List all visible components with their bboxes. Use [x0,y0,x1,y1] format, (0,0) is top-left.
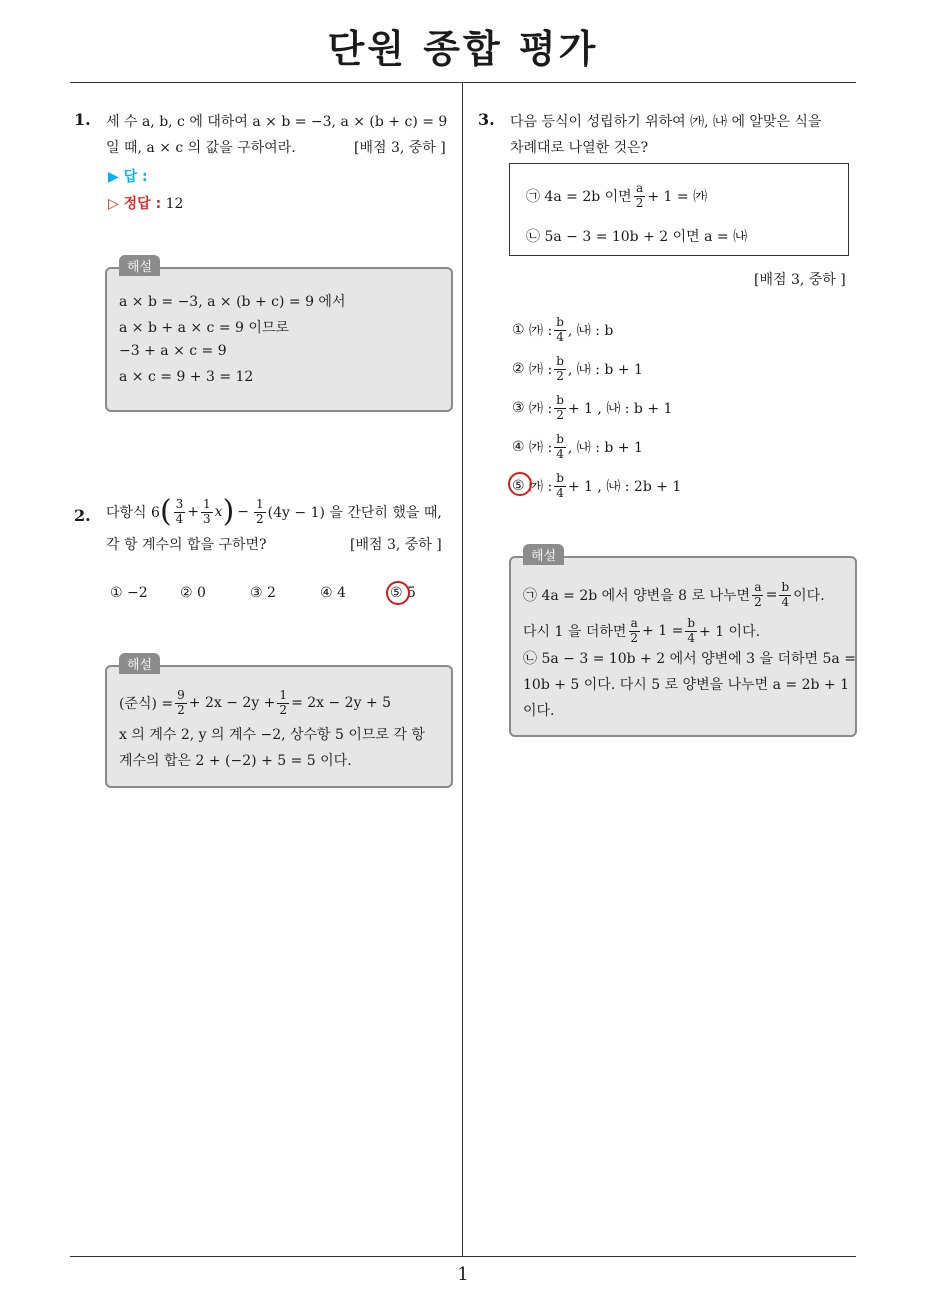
choice-4[interactable]: ④ 4 [320,585,346,601]
expression-prefix: 다항식 6 [106,505,160,521]
answer-row [108,166,148,186]
left-paren-icon: ( [159,494,172,529]
explanation-line: a × c = 9 + 3 = 12 [119,369,254,385]
explanation-line: 다시 1 을 더하면 $\frac{a}{2}$ + 1 = $\frac{b}{4}$ + 1 이다. [523,616,761,645]
explanation-line: 10b + 5 이다. 다시 5 로 양변을 나누면 a = 2b + 1 [523,677,849,693]
explanation-line: 이다. [523,703,555,719]
score-label: [배점 3, 중하 ] [354,140,446,156]
choice-1[interactable]: ① ㈎ : $\frac{b}{4}$ , ㈏ : b [512,315,614,344]
choice-2[interactable]: ② ㈎ : $\frac{b}{2}$ , ㈏ : b + 1 [512,354,643,383]
question-text-line2: 각 항 계수의 합을 구하면? [106,537,267,553]
correct-answer-label: ▷ 정답 : [108,196,162,212]
condition-2: ㉡ 5a − 3 = 10b + 2 이면 a = ㈏ [526,229,748,245]
question-number: 2. [74,506,91,525]
condition-1: ㉠ 4a = 2b 이면 $\frac{a}{2}$ + 1 = ㈎ [526,181,708,210]
selected-answer-circle-icon [386,581,410,605]
choice-5[interactable]: ⑤ 5 [390,585,416,601]
choice-3[interactable]: ③ 2 [250,585,276,601]
page-number: 1 [457,1264,469,1285]
explanation-line: ㉠ 4a = 2b 에서 양변을 8 로 나누면 $\frac{a}{2}$ = $\frac{b}{4}$ 이다. [523,580,825,609]
right-paren-icon: ) [222,494,235,529]
question-text-line1: 다항식 6 ( $\frac{3}{4}$ + $\frac{1}{3}$ x ) − $\frac{1}{2}$ (4y − 1) 을 간단히 했을 때, [106,494,442,529]
question-text-line1: 세 수 a, b, c 에 대하여 a × b = −3, a × (b + c) = 9 [106,114,448,130]
explanation-tab: 해설 [119,653,160,674]
explanation-line: (준식) = $\frac{9}{2}$ + 2x − 2y + $\frac{1}{2}$ = 2x − 2y + 5 [119,688,392,717]
top-divider [70,82,856,83]
page-title: 단원 종합 평가 [327,27,599,71]
question-text-line2: 차례대로 나열한 것은? [510,140,649,156]
fraction: $\frac{3}{4}$ [175,497,184,526]
choice-4[interactable]: ④ ㈎ : $\frac{b}{4}$ , ㈏ : b + 1 [512,432,643,461]
explanation-line: −3 + a × c = 9 [119,343,227,359]
explanation-line: ㉡ 5a − 3 = 10b + 2 에서 양변에 3 을 더하면 5a = [523,651,856,667]
question-number: 1. [74,110,91,129]
explanation-line: 계수의 합은 2 + (−2) + 5 = 5 이다. [119,753,352,769]
explanation-box [105,260,453,412]
correct-answer-value: 12 [165,196,184,212]
expression-suffix: (4y − 1) 을 간단히 했을 때, [267,505,442,521]
explanation-box [105,658,453,788]
question-number: 3. [478,110,495,129]
choice-1[interactable]: ① −2 [110,585,148,601]
explanation-line: x 의 계수 2, y 의 계수 −2, 상수항 5 이므로 각 항 [119,727,425,743]
condition-box [509,163,849,256]
column-divider [462,83,463,1256]
explanation-tab: 해설 [523,544,564,565]
selected-answer-circle-icon [508,472,532,496]
correct-answer-row [108,193,183,213]
choice-2[interactable]: ② 0 [180,585,206,601]
score-label: [배점 3, 중하 ] [350,537,442,553]
question-text-line2: 일 때, a × c 의 값을 구하여라. [106,140,296,156]
explanation-box [509,549,857,737]
explanation-tab: 해설 [119,255,160,276]
explanation-line: a × b = −3, a × (b + c) = 9 에서 [119,294,346,310]
question-text-line1: 다음 등식이 성립하기 위하여 ㈎, ㈏ 에 알맞은 식을 [510,114,822,130]
fraction: $\frac{1}{2}$ [256,497,264,526]
bottom-divider [70,1256,856,1257]
choice-3[interactable]: ③ ㈎ : $\frac{b}{2}$ + 1 , ㈏ : b + 1 [512,393,673,422]
explanation-line: a × b + a × c = 9 이므로 [119,320,289,336]
choice-5[interactable]: ⑤ ㈎ : $\frac{b}{4}$ + 1 , ㈏ : 2b + 1 [512,471,682,500]
answer-label: ▶ 답 : [108,169,148,185]
score-label: [배점 3, 중하 ] [754,272,846,288]
fraction: $\frac{1}{3}$ [203,497,211,526]
